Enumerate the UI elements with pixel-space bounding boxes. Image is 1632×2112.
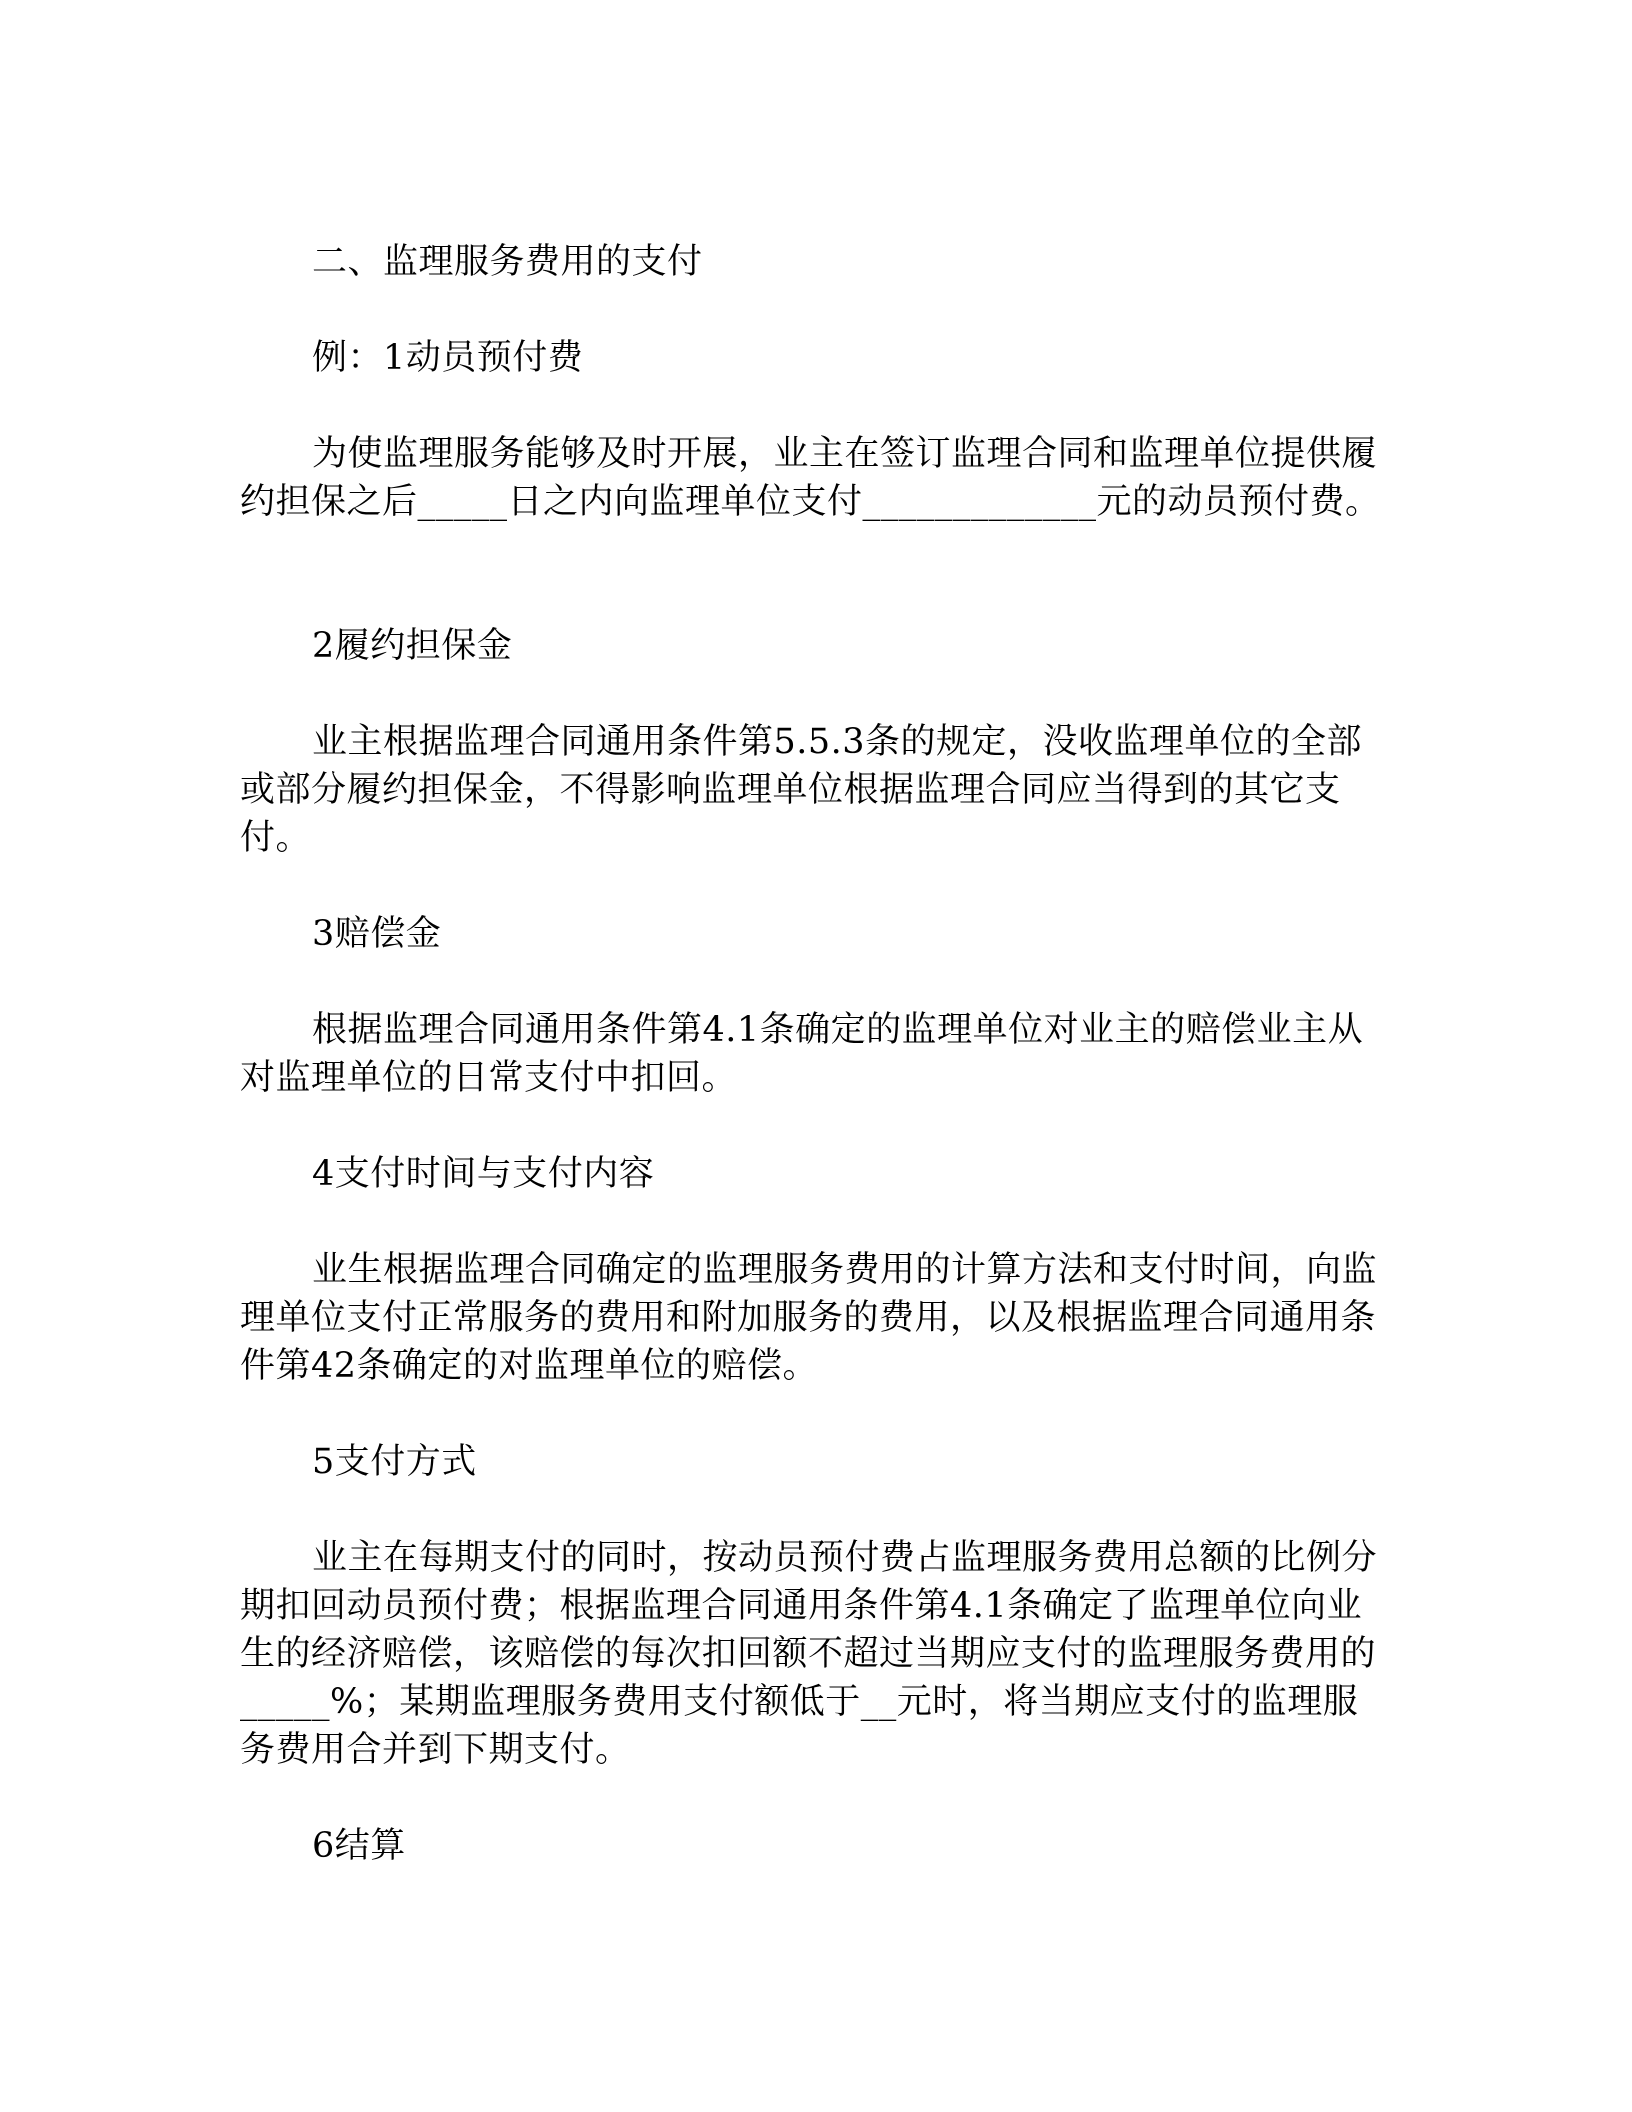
section-title: 二、监理服务费用的支付 bbox=[312, 242, 703, 282]
paragraph-performance-bond: 业主根据监理合同通用条件第5.5.3条的规定，没收监理单位的全部或部分履约担保金，不得影响监理单位根据监理合同应当得到的其它支付。 bbox=[240, 722, 1363, 858]
paragraph-payment-time-content: 业生根据监理合同确定的监理服务费用的计算方法和支付时间，向监理单位支付正常服务的费用和附加服务的费用，以及根据监理合同通用条件第42条确定的对监理单位的赔偿。 bbox=[240, 1250, 1378, 1386]
heading-payment-time-content: 4支付时间与支付内容 bbox=[312, 1154, 655, 1194]
paragraph-mobilization-advance: 为使监理服务能够及时开展，业主在签订监理合同和监理单位提供履约担保之后_____日之内向监理单位支付_____________元的动员预付费。 bbox=[240, 434, 1381, 522]
heading-payment-method: 5支付方式 bbox=[312, 1442, 477, 1482]
paragraph-payment-method: 业主在每期支付的同时，按动员预付费占监理服务费用总额的比例分期扣回动员预付费；根据监理合同通用条件第4.1条确定了监理单位向业生的经济赔偿，该赔偿的每次扣回额不超过当期应支付的监理服务费用的_____%；某期监理服务费用支付额低于__元时，将当期应支付的监理服务费用合并到下期支付。 bbox=[240, 1538, 1378, 1770]
heading-performance-bond: 2履约担保金 bbox=[312, 626, 513, 666]
heading-mobilization-advance: 例：1动员预付费 bbox=[312, 338, 584, 378]
paragraph-compensation: 根据监理合同通用条件第4.1条确定的监理单位对业主的赔偿业主从对监理单位的日常支付中扣回。 bbox=[240, 1010, 1364, 1098]
heading-compensation: 3赔偿金 bbox=[312, 914, 442, 954]
heading-settlement: 6结算 bbox=[312, 1826, 406, 1866]
